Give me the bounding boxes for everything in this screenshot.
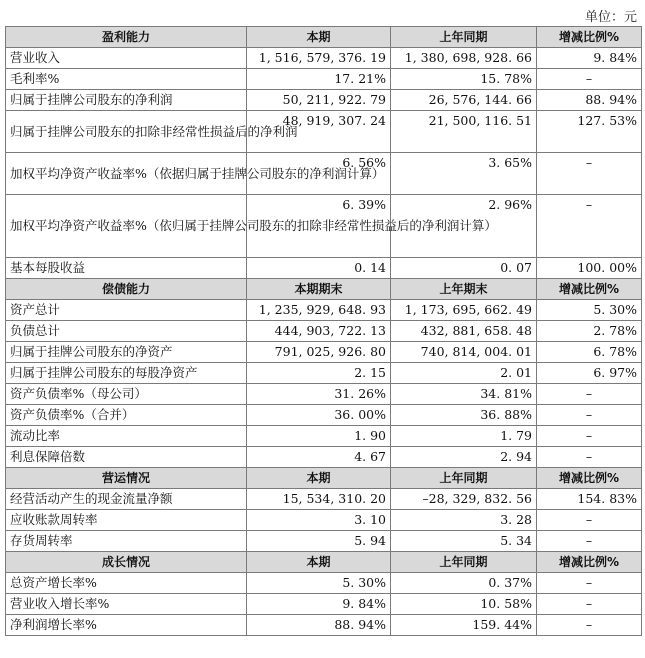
row-label: 利息保障倍数: [6, 447, 247, 468]
cell-value: –: [537, 510, 642, 531]
row-label: 资产负债率%（母公司）: [6, 384, 247, 405]
column-header: 增减比例%: [537, 27, 642, 48]
column-header: 本期: [247, 27, 391, 48]
cell-value: 1. 79: [391, 426, 537, 447]
cell-value: –: [537, 531, 642, 552]
cell-value: 2. 15: [247, 363, 391, 384]
cell-value: 6. 78%: [537, 342, 642, 363]
cell-value: 50, 211, 922. 79: [247, 90, 391, 111]
row-label: 加权平均净资产收益率%（依归属于挂牌公司股东的扣除非经常性损益后的净利润计算）: [6, 195, 247, 258]
table-row: [6, 258, 642, 279]
row-label: 资产负债率%（合并）: [6, 405, 247, 426]
section-title: 偿债能力: [6, 279, 247, 300]
cell-value: 3. 10: [247, 510, 391, 531]
row-label: 经营活动产生的现金流量净额: [6, 489, 247, 510]
cell-value: 100. 00%: [537, 258, 642, 279]
row-label: 营业收入: [6, 48, 247, 69]
table-row: [6, 426, 642, 447]
cell-value: 1, 380, 698, 928. 66: [391, 48, 537, 69]
cell-value: 34. 81%: [391, 384, 537, 405]
table-row: [6, 489, 642, 510]
table-row: [6, 573, 642, 594]
cell-value: 2. 78%: [537, 321, 642, 342]
cell-value: –: [537, 405, 642, 426]
cell-value: 36. 88%: [391, 405, 537, 426]
cell-value: 0. 37%: [391, 573, 537, 594]
row-label: 总资产增长率%: [6, 573, 247, 594]
row-label: 流动比率: [6, 426, 247, 447]
table-row: [6, 321, 642, 342]
row-label: 加权平均净资产收益率%（依据归属于挂牌公司股东的净利润计算）: [6, 153, 247, 195]
cell-value: 3. 65%: [391, 153, 537, 195]
cell-value: 1, 173, 695, 662. 49: [391, 300, 537, 321]
cell-value: 17. 21%: [247, 69, 391, 90]
row-label: 归属于挂牌公司股东的扣除非经常性损益后的净利润: [6, 111, 247, 153]
section-header-row: [6, 279, 642, 300]
column-header: 上年同期: [391, 552, 537, 573]
column-header: 本期: [247, 468, 391, 489]
cell-value: 5. 94: [247, 531, 391, 552]
cell-value: –: [537, 69, 642, 90]
table-row: [6, 594, 642, 615]
cell-value: 9. 84%: [537, 48, 642, 69]
cell-value: 1, 235, 929, 648. 93: [247, 300, 391, 321]
table-row: [6, 531, 642, 552]
financial-indicators-table: [5, 26, 642, 636]
cell-value: 6. 97%: [537, 363, 642, 384]
cell-value: 5. 30%: [537, 300, 642, 321]
section-title: 成长情况: [6, 552, 247, 573]
cell-value: 3. 28: [391, 510, 537, 531]
row-label: 归属于挂牌公司股东的净资产: [6, 342, 247, 363]
cell-value: 154. 83%: [537, 489, 642, 510]
cell-value: 1. 90: [247, 426, 391, 447]
cell-value: –: [537, 615, 642, 636]
cell-value: 2. 94: [391, 447, 537, 468]
cell-value: 15. 78%: [391, 69, 537, 90]
column-header: 增减比例%: [537, 279, 642, 300]
row-label: 基本每股收益: [6, 258, 247, 279]
cell-value: 432, 881, 658. 48: [391, 321, 537, 342]
column-header: 上年同期: [391, 468, 537, 489]
cell-value: 159. 44%: [391, 615, 537, 636]
cell-value: –28, 329, 832. 56: [391, 489, 537, 510]
cell-value: 444, 903, 722. 13: [247, 321, 391, 342]
cell-value: 0. 07: [391, 258, 537, 279]
cell-value: –: [537, 447, 642, 468]
row-label: 存货周转率: [6, 531, 247, 552]
table-body: [6, 27, 642, 636]
cell-value: 791, 025, 926. 80: [247, 342, 391, 363]
cell-value: 2. 96%: [391, 195, 537, 258]
section-title: 营运情况: [6, 468, 247, 489]
cell-value: –: [537, 195, 642, 258]
table-row: [6, 363, 642, 384]
section-header-row: [6, 552, 642, 573]
table-row: [6, 195, 642, 258]
column-header: 增减比例%: [537, 468, 642, 489]
cell-value: 6. 56%: [247, 153, 391, 195]
table-row: [6, 90, 642, 111]
table-row: [6, 111, 642, 153]
table-row: [6, 342, 642, 363]
column-header: 本期期末: [247, 279, 391, 300]
cell-value: –: [537, 153, 642, 195]
table-row: [6, 153, 642, 195]
table-row: [6, 615, 642, 636]
table-row: [6, 69, 642, 90]
column-header: 上年同期: [391, 27, 537, 48]
cell-value: 5. 30%: [247, 573, 391, 594]
cell-value: 2. 01: [391, 363, 537, 384]
cell-value: 0. 14: [247, 258, 391, 279]
table-row: [6, 405, 642, 426]
column-header: 本期: [247, 552, 391, 573]
section-header-row: [6, 468, 642, 489]
table-row: [6, 48, 642, 69]
cell-value: 127. 53%: [537, 111, 642, 153]
cell-value: 21, 500, 116. 51: [391, 111, 537, 153]
cell-value: 9. 84%: [247, 594, 391, 615]
cell-value: 48, 919, 307. 24: [247, 111, 391, 153]
cell-value: 88. 94%: [247, 615, 391, 636]
cell-value: 6. 39%: [247, 195, 391, 258]
cell-value: –: [537, 573, 642, 594]
cell-value: 5. 34: [391, 531, 537, 552]
cell-value: –: [537, 426, 642, 447]
cell-value: 31. 26%: [247, 384, 391, 405]
cell-value: 88. 94%: [537, 90, 642, 111]
cell-value: 1, 516, 579, 376. 19: [247, 48, 391, 69]
cell-value: 10. 58%: [391, 594, 537, 615]
table-row: [6, 384, 642, 405]
row-label: 净利润增长率%: [6, 615, 247, 636]
row-label: 应收账款周转率: [6, 510, 247, 531]
row-label: 归属于挂牌公司股东的净利润: [6, 90, 247, 111]
column-header: 增减比例%: [537, 552, 642, 573]
cell-value: –: [537, 594, 642, 615]
row-label: 归属于挂牌公司股东的每股净资产: [6, 363, 247, 384]
cell-value: 26, 576, 144. 66: [391, 90, 537, 111]
cell-value: 740, 814, 004. 01: [391, 342, 537, 363]
cell-value: 4. 67: [247, 447, 391, 468]
table-row: [6, 447, 642, 468]
row-label: 资产总计: [6, 300, 247, 321]
table-row: [6, 510, 642, 531]
cell-value: 36. 00%: [247, 405, 391, 426]
row-label: 毛利率%: [6, 69, 247, 90]
cell-value: –: [537, 384, 642, 405]
unit-label: 单位：元: [584, 10, 637, 25]
table-row: [6, 300, 642, 321]
section-header-row: [6, 27, 642, 48]
column-header: 上年期末: [391, 279, 537, 300]
cell-value: 15, 534, 310. 20: [247, 489, 391, 510]
section-title: 盈利能力: [6, 27, 247, 48]
row-label: 负债总计: [6, 321, 247, 342]
row-label: 营业收入增长率%: [6, 594, 247, 615]
